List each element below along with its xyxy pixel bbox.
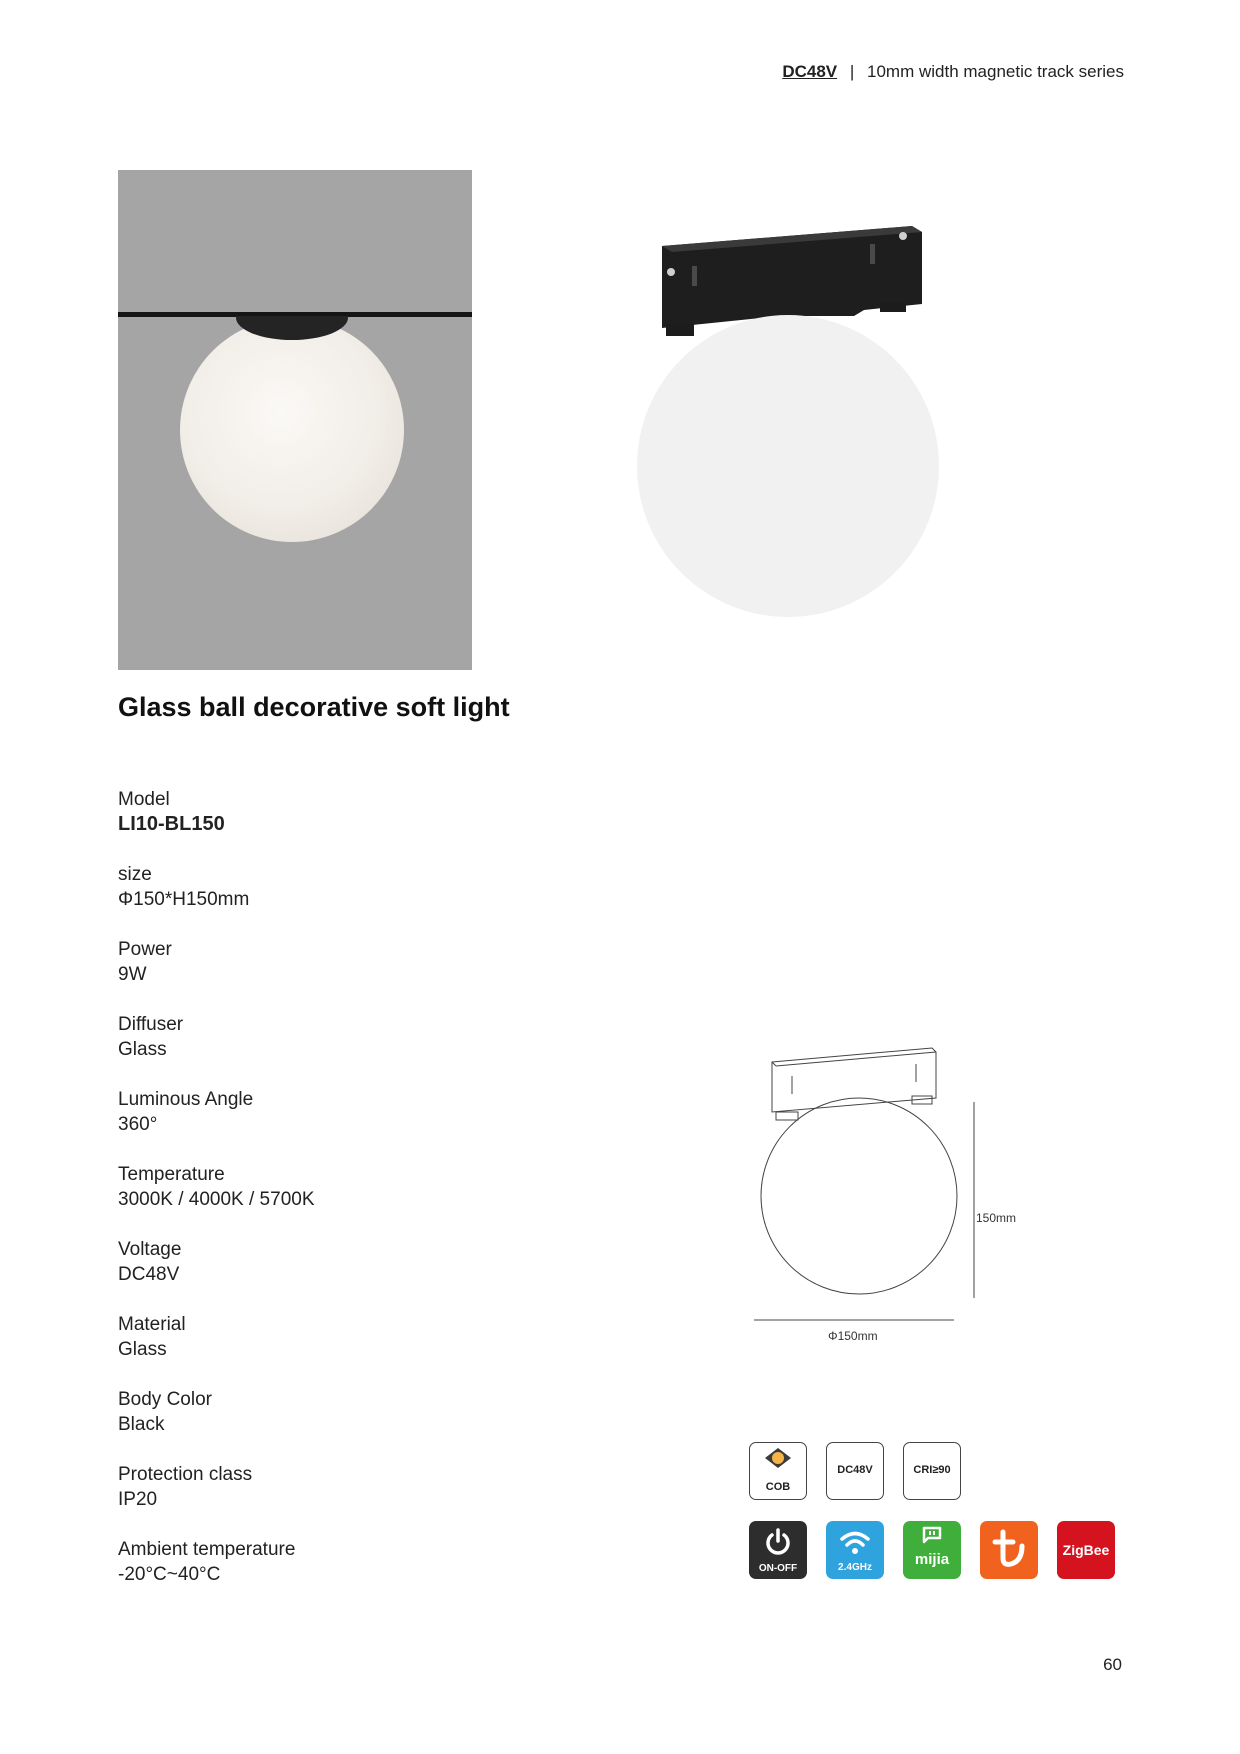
header-series: DC48V [782, 62, 838, 81]
badge-label: COB [765, 1481, 791, 1493]
spec-label: Diffuser [118, 1014, 184, 1035]
zigbee-icon: ZigBee [1062, 1542, 1110, 1558]
product-render [630, 220, 960, 620]
spec-label: Ambient temperature [118, 1539, 296, 1560]
mijia-icon [920, 1526, 944, 1546]
spec-value: 360° [118, 1114, 158, 1135]
glass-ball [180, 318, 404, 542]
spec-value: Φ150*H150mm [118, 889, 250, 910]
spec-label: Luminous Angle [118, 1089, 254, 1110]
spec-label: Model [118, 789, 170, 810]
spec-ambient-temperature [118, 1537, 295, 1587]
badge-label: DC48V [837, 1464, 873, 1476]
badge-label: CRI≥90 [913, 1464, 951, 1476]
spec-body-color [118, 1387, 212, 1437]
spec-label: Protection class [118, 1464, 253, 1485]
badge-label: ON-OFF [758, 1563, 798, 1574]
spec-temperature [118, 1162, 315, 1212]
page-header [782, 62, 1124, 82]
power-icon [763, 1526, 793, 1558]
spec-power [118, 937, 172, 987]
badge-label: 2.4GHz [838, 1562, 872, 1573]
header-subtitle: 10mm width magnetic track series [867, 62, 1124, 81]
page-number: 60 [1103, 1655, 1122, 1674]
spec-size [118, 862, 249, 912]
spec-model [118, 787, 225, 837]
spec-value: LI10-BL150 [118, 813, 225, 835]
spec-value: IP20 [118, 1489, 158, 1510]
cob-badge [749, 1442, 807, 1500]
product-title: Glass ball decorative soft light [118, 692, 510, 722]
height-dimension-label: 150mm [976, 1211, 1017, 1225]
spec-luminous-angle [118, 1087, 253, 1137]
product-photo [118, 170, 472, 670]
zigbee-badge [1057, 1521, 1115, 1579]
on-off-badge [749, 1521, 807, 1579]
spec-value: 3000K / 4000K / 5700K [118, 1189, 315, 1210]
spec-value: Glass [118, 1039, 167, 1060]
spec-value: DC48V [118, 1264, 180, 1285]
spec-label: size [118, 864, 152, 885]
spec-label: Material [118, 1314, 186, 1335]
spec-value: 9W [118, 964, 147, 985]
dimension-drawing [740, 1040, 1040, 1360]
spec-voltage [118, 1237, 181, 1287]
spec-diffuser [118, 1012, 183, 1062]
header-separator: | [849, 62, 855, 81]
spec-label: Voltage [118, 1239, 182, 1260]
spec-label: Power [118, 939, 172, 960]
spec-protection-class [118, 1462, 252, 1512]
spec-label: Body Color [118, 1389, 212, 1410]
spec-value: Black [118, 1414, 165, 1435]
dc48v-badge [826, 1442, 884, 1500]
cob-chip-icon [763, 1446, 793, 1476]
tuya-icon [989, 1528, 1029, 1572]
badge-label: mijia [914, 1551, 950, 1568]
spec-value: -20°C~40°C [118, 1564, 221, 1585]
width-dimension-label: Φ150mm [828, 1329, 878, 1343]
mijia-badge [903, 1521, 961, 1579]
cri-badge [903, 1442, 961, 1500]
spec-material [118, 1312, 186, 1362]
tuya-badge [980, 1521, 1038, 1579]
spec-value: Glass [118, 1339, 167, 1360]
spec-label: Temperature [118, 1164, 225, 1185]
wifi-badge [826, 1521, 884, 1579]
wifi-icon [838, 1527, 872, 1557]
